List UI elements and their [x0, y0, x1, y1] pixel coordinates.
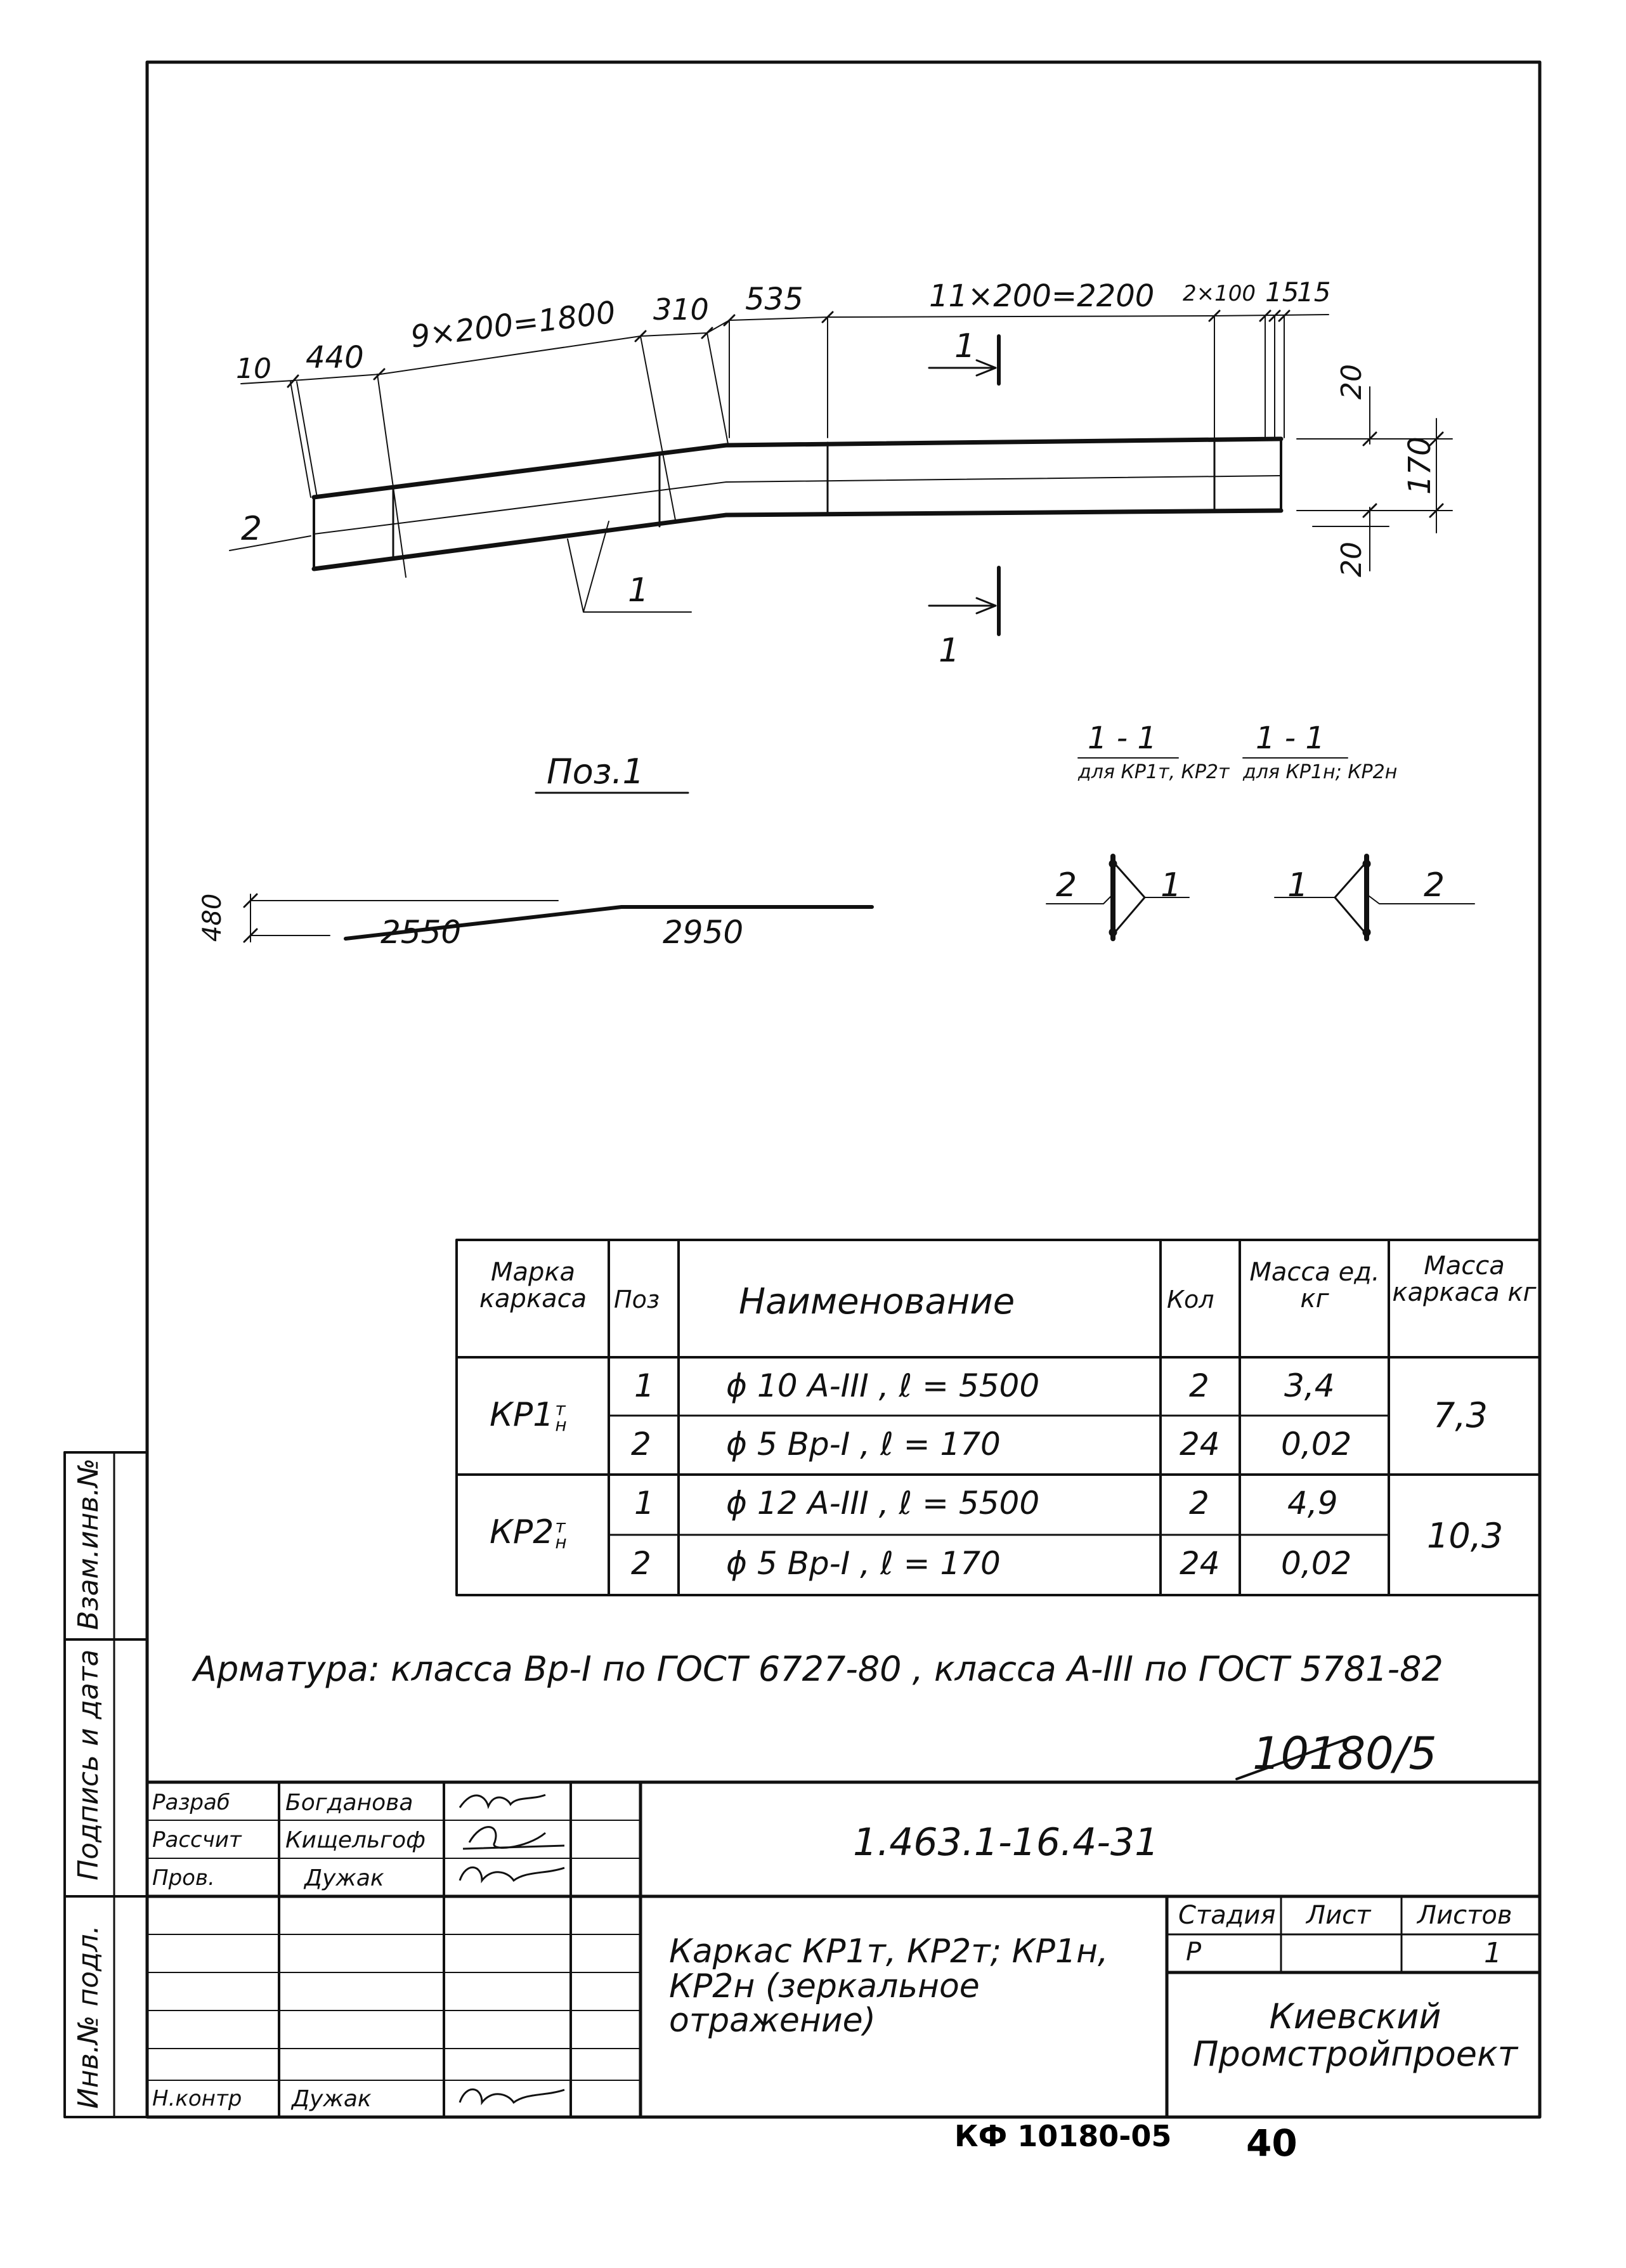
- dim-20-bottom: 20: [1336, 542, 1368, 577]
- sheet-ref: 10180/5: [1252, 1728, 1437, 1780]
- org-name: Киевский Промстройпроект: [1192, 1997, 1518, 2075]
- g2-r1-pos: 1: [634, 1485, 654, 1522]
- mark-kr1-base: КР1: [490, 1396, 554, 1434]
- dim-440: 440: [306, 340, 364, 375]
- g1-r1-pos: 1: [634, 1367, 654, 1404]
- g1-total: 7,3: [1433, 1395, 1488, 1435]
- th-mark: Марка каркаса: [479, 1258, 587, 1313]
- sheets-label: Листов: [1417, 1901, 1512, 1930]
- dim-310: 310: [653, 292, 709, 327]
- footer-page: 40: [1246, 2121, 1298, 2165]
- th-name: Наименование: [739, 1281, 1015, 1322]
- section-right-label-2: 2: [1424, 866, 1445, 904]
- doc-title: Каркас КР1т, КР2т; КР1н, КР2н (зеркальное отражение): [669, 1932, 1109, 2040]
- name-2: Дужак: [304, 1865, 384, 1891]
- dim-170: 170: [1402, 436, 1438, 495]
- section-left-title: 1 - 1: [1088, 720, 1157, 756]
- role-2: Пров.: [152, 1865, 215, 1891]
- g1-r1-qty: 2: [1189, 1367, 1209, 1404]
- dim-9x200: 9×200=1800: [408, 294, 618, 355]
- name-0: Богданова: [285, 1790, 413, 1816]
- side-stamp-2: Инв.№ подл.: [72, 1925, 105, 2109]
- dim-20-top: 20: [1336, 364, 1368, 400]
- dim-535: 535: [745, 282, 803, 317]
- rebar-note: Арматура: класса Bp-I по ГОСТ 6727-80 , класса A-III по ГОСТ 5781-82: [193, 1649, 1443, 1689]
- g2-r1-name: ϕ 12 A-III , ℓ = 5500: [726, 1485, 1040, 1522]
- g2-r1-mass: 4,9: [1287, 1485, 1338, 1522]
- bar-length-2550: 2550: [380, 914, 462, 951]
- signature-2: [463, 1827, 564, 1849]
- mark-kr1-sub: н: [555, 1414, 567, 1435]
- section-left-label-1: 1: [1161, 866, 1182, 904]
- g1-r2-qty: 24: [1180, 1426, 1220, 1463]
- signature-4: [460, 2089, 564, 2102]
- pos-callout-2: 2: [241, 510, 263, 548]
- g2-r2-qty: 24: [1180, 1545, 1220, 1582]
- g2-r2-mass: 0,02: [1281, 1545, 1352, 1582]
- g1-r2-pos: 2: [631, 1426, 651, 1463]
- side-stamp-1: Подпись и дата: [72, 1649, 105, 1880]
- g1-r1-mass: 3,4: [1284, 1367, 1335, 1404]
- mark-kr2-base: КР2: [490, 1513, 554, 1551]
- section-right-label-1: 1: [1287, 866, 1309, 904]
- signature-1: [460, 1795, 545, 1808]
- mark-kr2-sup: т: [555, 1515, 566, 1537]
- th-qty: Кол: [1167, 1286, 1214, 1313]
- dim-11x200: 11×200=2200: [929, 278, 1155, 314]
- role-6: Н.контр: [152, 2086, 242, 2111]
- th-mass-unit: Масса ед. кг: [1249, 1258, 1380, 1313]
- mark-kr2-sub: н: [555, 1532, 567, 1553]
- g2-r2-pos: 2: [631, 1545, 651, 1582]
- side-stamp-0: Взам.инв.№: [72, 1458, 105, 1630]
- dim-10: 10: [236, 353, 271, 385]
- bar-length-2950: 2950: [663, 914, 744, 951]
- doc-code: 1.463.1-16.4-31: [853, 1820, 1159, 1865]
- stage-label: Стадия: [1178, 1901, 1276, 1930]
- role-0: Разраб: [152, 1790, 230, 1815]
- dim-15b: 15: [1297, 277, 1331, 308]
- signature-3: [460, 1867, 564, 1880]
- g2-r2-name: ϕ 5 Bp-I , ℓ = 170: [726, 1545, 1001, 1582]
- g1-r2-name: ϕ 5 Bp-I , ℓ = 170: [726, 1426, 1001, 1463]
- dim-15a: 15: [1265, 277, 1299, 308]
- name-6: Дужак: [292, 2086, 372, 2112]
- sheets-value: 1: [1484, 1937, 1502, 1969]
- section-right-title: 1 - 1: [1256, 720, 1325, 756]
- stage-value: Р: [1186, 1938, 1202, 1967]
- name-1: Кищельгоф: [285, 1827, 426, 1853]
- section-mark-bottom: 1: [939, 632, 960, 670]
- pos-title: Поз.1: [547, 752, 644, 792]
- role-1: Рассчит: [152, 1827, 242, 1853]
- section-left-label-2: 2: [1056, 866, 1077, 904]
- section-right-sub: для КР1н; КР2н: [1243, 761, 1398, 783]
- section-left-sub: для КР1т, КР2т: [1078, 761, 1230, 783]
- g1-r2-mass: 0,02: [1281, 1426, 1352, 1463]
- th-mass-total: Масса каркаса кг: [1392, 1251, 1537, 1307]
- g2-total: 10,3: [1427, 1516, 1504, 1556]
- section-mark-top: 1: [954, 327, 976, 365]
- pos-callout-1: 1: [628, 571, 649, 609]
- footer-code: КФ 10180-05: [954, 2119, 1172, 2153]
- th-pos: Поз: [614, 1286, 660, 1313]
- mark-kr1-sup: т: [555, 1398, 566, 1419]
- g2-r1-qty: 2: [1189, 1485, 1209, 1522]
- dim-2x100: 2×100: [1183, 281, 1256, 306]
- g1-r1-name: ϕ 10 A-III , ℓ = 5500: [726, 1367, 1040, 1404]
- bend-dim-480: 480: [198, 893, 227, 942]
- sheet-label: Лист: [1306, 1901, 1371, 1930]
